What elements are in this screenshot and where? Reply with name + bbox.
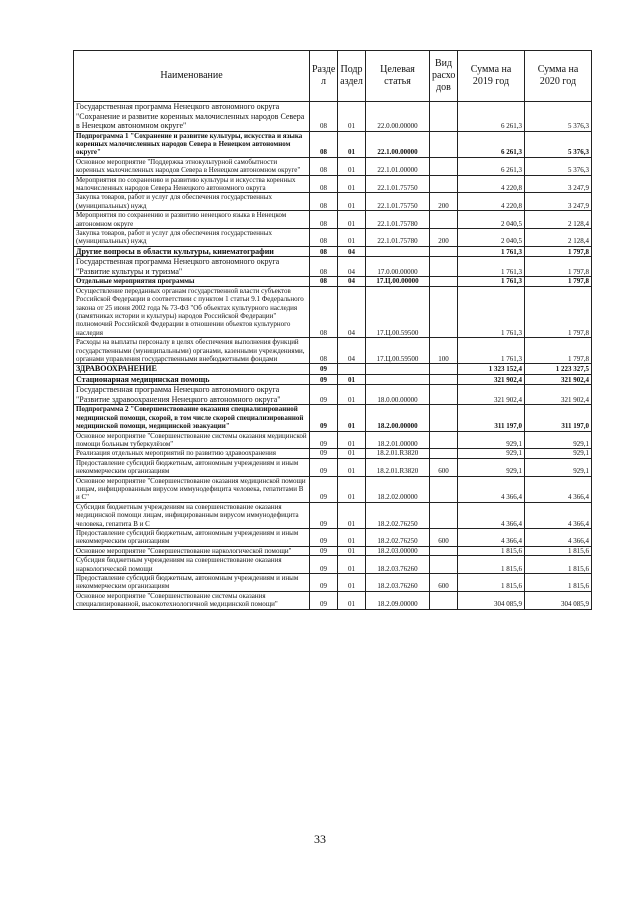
row-sum-2020: 4 366,4	[525, 476, 592, 502]
row-sum-2019: 4 220,8	[458, 193, 525, 211]
row-razdel: 09	[310, 431, 338, 449]
row-podrazdel: 01	[338, 228, 366, 246]
row-razdel: 08	[310, 175, 338, 193]
row-razdel: 09	[310, 546, 338, 555]
table-row	[74, 502, 592, 528]
row-sum-2019: 1 815,6	[458, 574, 525, 592]
row-podrazdel: 01	[338, 131, 366, 157]
table-row	[74, 228, 592, 246]
table-row	[74, 286, 592, 337]
row-name: Подпрограмма 2 "Совершенствование оказания специализированной медицинской помощи, скорой, в том числе скорой специализированной медицинской помощи, медицинской эвакуации"	[74, 405, 310, 431]
table-row	[74, 431, 592, 449]
table-row	[74, 546, 592, 555]
row-sum-2020: 2 128,4	[525, 228, 592, 246]
row-vid	[430, 385, 458, 405]
row-vid	[430, 405, 458, 431]
page-number: 33	[314, 832, 326, 846]
table-body	[74, 102, 592, 610]
row-sum-2019: 321 902,4	[458, 385, 525, 405]
row-podrazdel: 01	[338, 431, 366, 449]
header-sum-2019: Сумма на 2019 год	[458, 51, 525, 102]
row-razdel: 08	[310, 211, 338, 229]
row-razdel: 08	[310, 277, 338, 286]
row-podrazdel: 01	[338, 449, 366, 458]
row-article: 22.1.01.75780	[366, 228, 430, 246]
row-vid	[430, 374, 458, 385]
row-podrazdel: 01	[338, 193, 366, 211]
header-razdel: Разде л	[310, 51, 338, 102]
row-sum-2019: 1 815,6	[458, 546, 525, 555]
row-article: 22.1.01.75780	[366, 211, 430, 229]
row-podrazdel: 01	[338, 556, 366, 574]
row-vid: 600	[430, 529, 458, 547]
row-vid	[430, 476, 458, 502]
row-razdel: 09	[310, 449, 338, 458]
table-row	[74, 175, 592, 193]
row-sum-2020: 1 797,8	[525, 338, 592, 364]
row-sum-2019: 2 040,5	[458, 211, 525, 229]
row-name: Закупка товаров, работ и услуг для обеспечения государственных (муниципальных) нужд	[74, 193, 310, 211]
header-sum-2020: Сумма на 2020 год	[525, 51, 592, 102]
row-vid	[430, 175, 458, 193]
table-row	[74, 102, 592, 132]
row-article: 18.2.03.76260	[366, 574, 430, 592]
row-vid	[430, 102, 458, 132]
row-vid	[430, 286, 458, 337]
header-podrazdel: Подр аздел	[338, 51, 366, 102]
row-sum-2019: 1 761,3	[458, 246, 525, 257]
row-sum-2019: 4 366,4	[458, 502, 525, 528]
row-sum-2019: 929,1	[458, 431, 525, 449]
row-name: Осуществление переданных органам государственной власти субъектов Российской Федерации в соответствии с пунктом 1 статьи 9.1 Федерального закона от 25 июня 2002 года № 73-ФЗ "Об объектах культурного наследия (памятниках истории и культуры) народов Российской Федерации" полномочий Российской Федерации в отношении объектов культурного наследия	[74, 286, 310, 337]
row-sum-2020: 1 797,8	[525, 257, 592, 277]
row-razdel: 09	[310, 591, 338, 609]
row-vid	[430, 131, 458, 157]
row-podrazdel: 01	[338, 374, 366, 385]
row-sum-2019: 2 040,5	[458, 228, 525, 246]
row-article: 17.Ц.00.00000	[366, 277, 430, 286]
row-sum-2019: 311 197,0	[458, 405, 525, 431]
table-row	[74, 211, 592, 229]
row-name: Субсидия бюджетным учреждениям на совершенствование оказания наркологической помощи	[74, 556, 310, 574]
row-razdel: 09	[310, 574, 338, 592]
row-razdel: 09	[310, 405, 338, 431]
row-vid	[430, 257, 458, 277]
table-row	[74, 449, 592, 458]
row-podrazdel: 04	[338, 257, 366, 277]
row-sum-2019: 929,1	[458, 458, 525, 476]
row-article: 18.2.02.00000	[366, 476, 430, 502]
table-row	[74, 405, 592, 431]
row-vid: 600	[430, 458, 458, 476]
row-name: Государственная программа Ненецкого автономного округа "Развитие здравоохранения Ненецкого автономного округа"	[74, 385, 310, 405]
table-row	[74, 458, 592, 476]
row-sum-2019: 6 261,3	[458, 131, 525, 157]
header-vid: Вид расхо дов	[430, 51, 458, 102]
row-article: 18.2.00.00000	[366, 405, 430, 431]
row-podrazdel: 01	[338, 591, 366, 609]
row-article: 18.2.02.76250	[366, 502, 430, 528]
row-razdel: 09	[310, 476, 338, 502]
row-sum-2020: 304 085,9	[525, 591, 592, 609]
row-name: Государственная программа Ненецкого автономного округа "Сохранение и развитие коренных малочисленных народов Севера в Ненецком автономном округе"	[74, 102, 310, 132]
row-podrazdel: 04	[338, 246, 366, 257]
table-row	[74, 529, 592, 547]
row-vid	[430, 157, 458, 175]
row-sum-2020: 2 128,4	[525, 211, 592, 229]
row-podrazdel: 04	[338, 286, 366, 337]
row-sum-2019: 1 761,3	[458, 277, 525, 286]
row-sum-2019: 1 323 152,4	[458, 364, 525, 375]
row-article: 18.2.01.R3820	[366, 458, 430, 476]
row-name: Закупка товаров, работ и услуг для обеспечения государственных (муниципальных) нужд	[74, 228, 310, 246]
row-vid	[430, 246, 458, 257]
row-article: 18.2.01.R3820	[366, 449, 430, 458]
row-sum-2020: 1 797,8	[525, 277, 592, 286]
row-article: 18.0.00.00000	[366, 385, 430, 405]
row-sum-2020: 5 376,3	[525, 131, 592, 157]
row-article: 18.2.03.00000	[366, 546, 430, 555]
budget-table	[73, 50, 592, 610]
row-article: 18.2.09.00000	[366, 591, 430, 609]
row-sum-2019: 1 761,3	[458, 338, 525, 364]
row-name: Подпрограмма 1 "Сохранение и развитие культуры, искусства и языка коренных малочисленных народов Севера в Ненецком автономном округе"	[74, 131, 310, 157]
table-row	[74, 157, 592, 175]
table-row	[74, 257, 592, 277]
row-vid	[430, 449, 458, 458]
row-podrazdel: 01	[338, 211, 366, 229]
row-name: Основное мероприятие "Совершенствование системы оказания медицинской помощи больным туберкулёзом"	[74, 431, 310, 449]
row-podrazdel: 01	[338, 546, 366, 555]
row-sum-2019: 1 815,6	[458, 556, 525, 574]
row-article: 17.Ц.00.59500	[366, 338, 430, 364]
row-sum-2020: 5 376,3	[525, 102, 592, 132]
table-row	[74, 277, 592, 286]
row-name: ЗДРАВООХРАНЕНИЕ	[74, 364, 310, 375]
row-article: 18.2.02.76250	[366, 529, 430, 547]
row-sum-2020: 311 197,0	[525, 405, 592, 431]
row-razdel: 08	[310, 157, 338, 175]
row-vid: 100	[430, 338, 458, 364]
row-sum-2020: 929,1	[525, 458, 592, 476]
row-razdel: 08	[310, 131, 338, 157]
row-sum-2019: 6 261,3	[458, 102, 525, 132]
row-vid: 600	[430, 574, 458, 592]
row-vid	[430, 211, 458, 229]
row-vid	[430, 546, 458, 555]
row-article: 18.2.03.76260	[366, 556, 430, 574]
row-sum-2019: 4 220,8	[458, 175, 525, 193]
row-razdel: 09	[310, 364, 338, 375]
row-razdel: 09	[310, 529, 338, 547]
row-name: Государственная программа Ненецкого автономного округа "Развитие культуры и туризма"	[74, 257, 310, 277]
row-razdel: 08	[310, 338, 338, 364]
row-article	[366, 374, 430, 385]
row-sum-2020: 1 815,6	[525, 556, 592, 574]
row-podrazdel: 04	[338, 277, 366, 286]
row-vid	[430, 591, 458, 609]
row-name: Отдельные мероприятия программы	[74, 277, 310, 286]
table-row	[74, 131, 592, 157]
row-name: Основное мероприятие "Совершенствование наркологической помощи"	[74, 546, 310, 555]
table-header-row	[74, 51, 592, 102]
row-vid: 200	[430, 193, 458, 211]
row-vid	[430, 277, 458, 286]
table-row	[74, 556, 592, 574]
row-name: Субсидия бюджетным учреждениям на совершенствование оказания медицинской помощи лицам, инфицированным вирусом иммунодефицита человека, гепатита В и С	[74, 502, 310, 528]
table-row	[74, 574, 592, 592]
table-row	[74, 338, 592, 364]
row-sum-2020: 929,1	[525, 449, 592, 458]
row-sum-2019: 4 366,4	[458, 476, 525, 502]
row-name: Основное мероприятие "Поддержка этнокультурной самобытности коренных малочисленных народов Севера в Ненецком автономном округе"	[74, 157, 310, 175]
row-podrazdel: 01	[338, 385, 366, 405]
row-name: Мероприятия по сохранению и развитию ненецкого языка в Ненецком автономном округе	[74, 211, 310, 229]
row-razdel: 09	[310, 374, 338, 385]
row-sum-2019: 1 761,3	[458, 286, 525, 337]
row-razdel: 08	[310, 102, 338, 132]
row-sum-2020: 3 247,9	[525, 175, 592, 193]
row-podrazdel: 04	[338, 338, 366, 364]
row-name: Основное мероприятие "Совершенствование системы оказания специализированной, высокотехнологичной медицинской помощи"	[74, 591, 310, 609]
row-sum-2020: 321 902,4	[525, 385, 592, 405]
row-sum-2019: 6 261,3	[458, 157, 525, 175]
row-sum-2019: 929,1	[458, 449, 525, 458]
row-name: Реализация отдельных мероприятий по развитию здравоохранения	[74, 449, 310, 458]
row-name: Расходы на выплаты персоналу в целях обеспечения выполнения функций государственными (муниципальными) органами, казенными учреждениями, органами управления государственными внебюджетными фондами	[74, 338, 310, 364]
row-article: 22.0.00.00000	[366, 102, 430, 132]
row-article	[366, 246, 430, 257]
row-podrazdel: 01	[338, 405, 366, 431]
row-sum-2020: 1 797,8	[525, 246, 592, 257]
table-row	[74, 364, 592, 375]
row-sum-2020: 5 376,3	[525, 157, 592, 175]
table-row	[74, 385, 592, 405]
row-article: 22.1.01.00000	[366, 157, 430, 175]
row-razdel: 08	[310, 257, 338, 277]
row-name: Основное мероприятие "Совершенствование оказания медицинской помощи лицам, инфицированным вирусом иммунодефицита человека, гепатитами В и С"	[74, 476, 310, 502]
row-article	[366, 364, 430, 375]
table-row	[74, 246, 592, 257]
row-sum-2019: 321 902,4	[458, 374, 525, 385]
row-article: 22.1.00.00000	[366, 131, 430, 157]
row-podrazdel: 01	[338, 574, 366, 592]
row-article: 17.0.00.00000	[366, 257, 430, 277]
row-article: 22.1.01.75750	[366, 175, 430, 193]
row-podrazdel: 01	[338, 476, 366, 502]
row-podrazdel	[338, 364, 366, 375]
row-razdel: 08	[310, 228, 338, 246]
row-sum-2020: 321 902,4	[525, 374, 592, 385]
row-name: Другие вопросы в области культуры, кинематографии	[74, 246, 310, 257]
row-sum-2020: 1 815,6	[525, 546, 592, 555]
row-vid	[430, 431, 458, 449]
row-sum-2020: 4 366,4	[525, 502, 592, 528]
row-vid	[430, 502, 458, 528]
row-name: Предоставление субсидий бюджетным, автономным учреждениям и иным некоммерческим организациям	[74, 458, 310, 476]
row-sum-2020: 1 815,6	[525, 574, 592, 592]
row-razdel: 08	[310, 246, 338, 257]
row-name: Предоставление субсидий бюджетным, автономным учреждениям и иным некоммерческим организациям	[74, 529, 310, 547]
table-row	[74, 374, 592, 385]
table-row	[74, 193, 592, 211]
row-podrazdel: 01	[338, 157, 366, 175]
row-name: Мероприятия по сохранению и развитию культуры и искусства коренных малочисленных народов Севера Ненецкого автономного округа	[74, 175, 310, 193]
row-podrazdel: 01	[338, 502, 366, 528]
row-razdel: 09	[310, 502, 338, 528]
row-razdel: 08	[310, 193, 338, 211]
row-article: 17.Ц.00.59500	[366, 286, 430, 337]
row-podrazdel: 01	[338, 458, 366, 476]
row-sum-2019: 1 761,3	[458, 257, 525, 277]
row-vid	[430, 364, 458, 375]
row-sum-2020: 1 797,8	[525, 286, 592, 337]
row-podrazdel: 01	[338, 175, 366, 193]
row-sum-2020: 929,1	[525, 431, 592, 449]
row-razdel: 08	[310, 286, 338, 337]
row-podrazdel: 01	[338, 529, 366, 547]
header-name: Наименование	[74, 51, 310, 102]
row-vid: 200	[430, 228, 458, 246]
row-sum-2020: 1 223 327,5	[525, 364, 592, 375]
row-podrazdel: 01	[338, 102, 366, 132]
row-razdel: 09	[310, 458, 338, 476]
row-article: 22.1.01.75750	[366, 193, 430, 211]
table-row	[74, 591, 592, 609]
row-name: Предоставление субсидий бюджетным, автономным учреждениям и иным некоммерческим организациям	[74, 574, 310, 592]
header-article: Целевая статья	[366, 51, 430, 102]
row-sum-2019: 304 085,9	[458, 591, 525, 609]
table-row	[74, 476, 592, 502]
row-sum-2020: 4 366,4	[525, 529, 592, 547]
row-name: Стационарная медицинская помощь	[74, 374, 310, 385]
row-razdel: 09	[310, 385, 338, 405]
row-sum-2019: 4 366,4	[458, 529, 525, 547]
row-sum-2020: 3 247,9	[525, 193, 592, 211]
row-vid	[430, 556, 458, 574]
row-article: 18.2.01.00000	[366, 431, 430, 449]
row-razdel: 09	[310, 556, 338, 574]
